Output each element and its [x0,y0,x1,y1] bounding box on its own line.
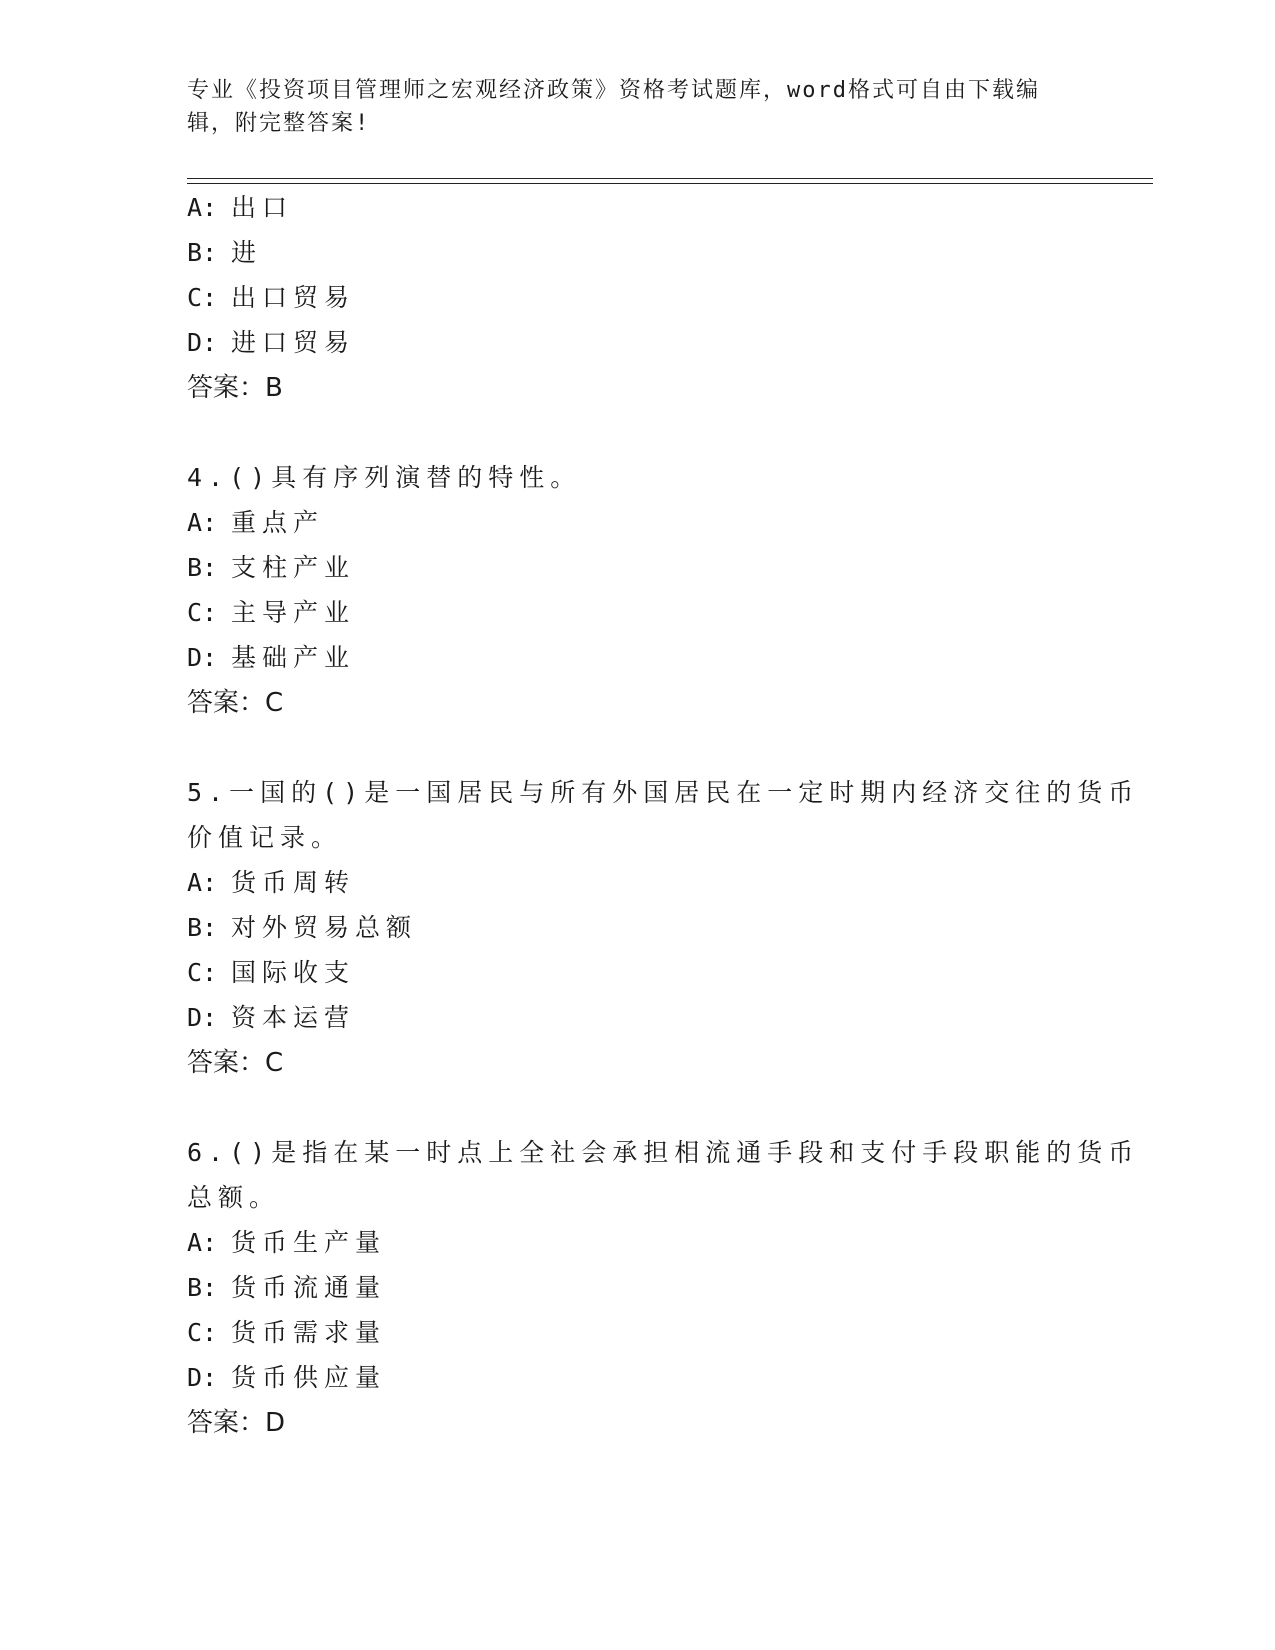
option-b [187,552,355,584]
option-text: 货币需求量 [231,1318,387,1347]
option-text: 进口贸易 [231,328,356,357]
option-text: 进 [231,238,263,267]
option-text: 支柱产业 [231,553,356,582]
option-key: B: [187,553,218,582]
option-d [187,642,355,674]
question-stem-continued: 价值记录。 [187,823,343,852]
option-text: 货币流通量 [231,1273,387,1302]
option-a [187,1227,386,1259]
question-stem: 4.()具有序列演替的特性。 [187,463,582,492]
option-key: A: [187,868,218,897]
option-key: C: [187,283,218,312]
option-text: 国际收支 [231,958,356,987]
option-a [187,507,324,539]
option-key: A: [187,1228,218,1257]
option-b [187,1272,386,1304]
question-stem: 5.一国的()是一国居民与所有外国居民在一定时期内经济交往的货币 [187,778,1140,807]
answer-line: 答案：C [187,1048,284,1078]
option-text: 货币周转 [231,868,356,897]
option-key: D: [187,1003,218,1032]
option-key: A: [187,508,218,537]
option-key: C: [187,598,218,627]
option-key: B: [187,1273,218,1302]
option-c [187,597,355,629]
option-key: B: [187,238,218,267]
question-stem: 6.()是指在某一时点上全社会承担相流通手段和支付手段职能的货币 [187,1138,1140,1167]
option-a [187,192,293,224]
answer-line: 答案：B [187,373,283,403]
question-stem-continued: 总额。 [187,1183,281,1212]
answer-line: 答案：C [187,688,284,718]
header-rule-top [187,178,1153,179]
option-text: 出口 [231,193,294,222]
option-text: 货币供应量 [231,1363,387,1392]
option-text: 出口贸易 [231,283,356,312]
option-b [187,912,417,944]
document-header: 专业《投资项目管理师之宏观经济政策》资格考试题库，word格式可自由下载编辑，附完整答案! [187,78,1040,136]
option-text: 基础产业 [231,643,356,672]
answer-line: 答案：D [187,1408,286,1438]
option-a [187,867,355,899]
option-c [187,1317,386,1349]
option-text: 货币生产量 [231,1228,387,1257]
option-key: C: [187,1318,218,1347]
option-d [187,1002,355,1034]
option-d [187,327,355,359]
option-key: B: [187,913,218,942]
option-c [187,957,355,989]
option-text: 对外贸易总额 [231,913,418,942]
option-key: D: [187,643,218,672]
option-text: 主导产业 [231,598,356,627]
option-d [187,1362,386,1394]
option-key: D: [187,1363,218,1392]
option-text: 资本运营 [231,1003,356,1032]
option-key: D: [187,328,218,357]
option-b [187,237,262,269]
option-key: C: [187,958,218,987]
option-key: A: [187,193,218,222]
option-c [187,282,355,314]
header-rule-bottom [187,183,1153,184]
option-text: 重点产 [231,508,325,537]
